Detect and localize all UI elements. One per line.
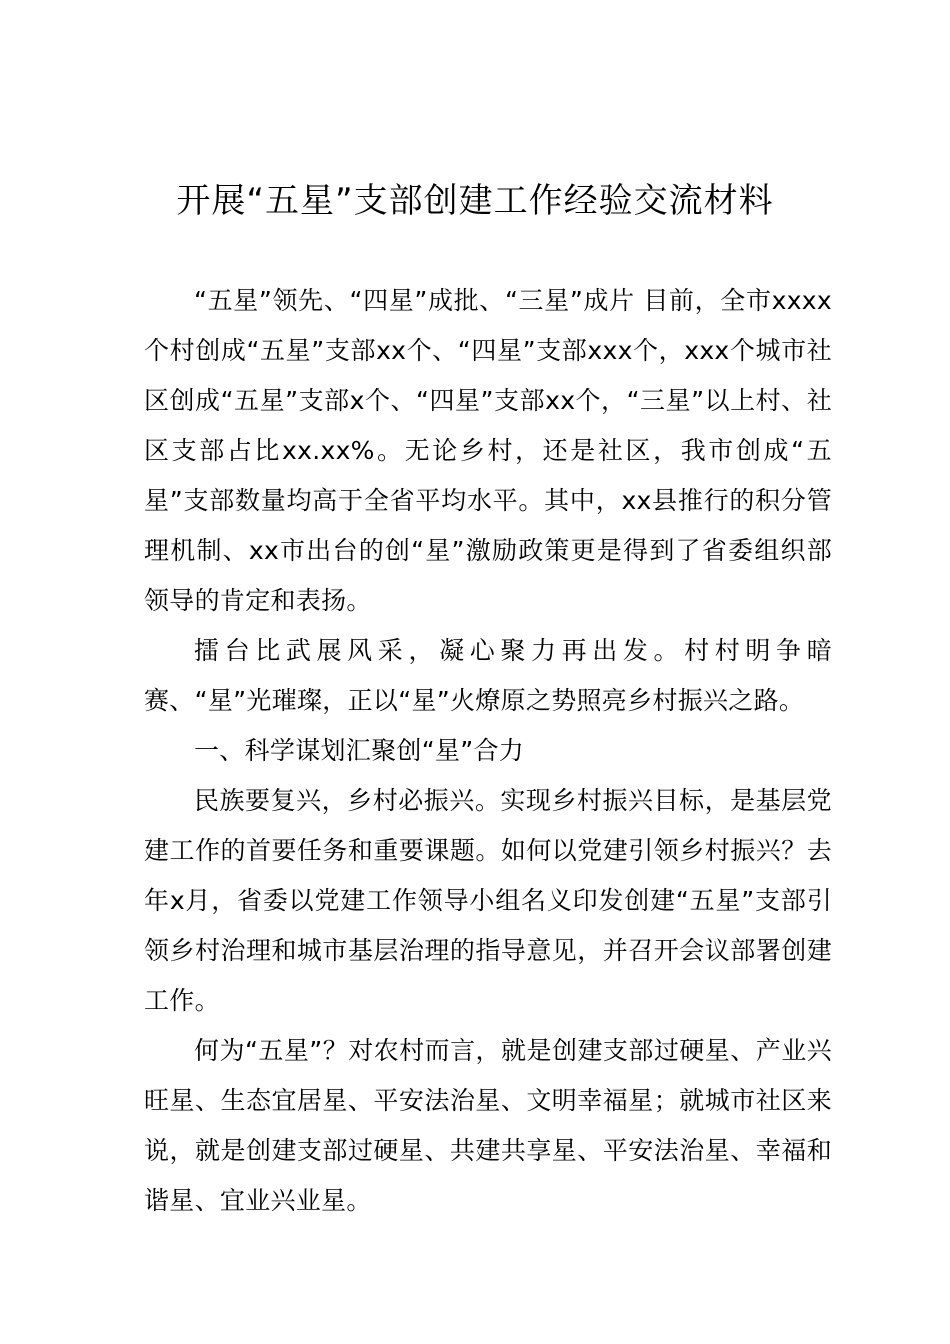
paragraph-competition: 擂台比武展风采，凝心聚力再出发。村村明争暗赛、“星”光璀璨，正以“星”火燎原之势照亮乡村振兴之路。 — [144, 636, 832, 715]
document-title: 开展“五星”支部创建工作经验交流材料 — [176, 181, 774, 221]
paragraph-intro: “五星”领先、“四星”成批、“三星”成片 目前，全市xxxx个村创成“五星”支部xx个、“四星”支部xxx个，xxx个城市社区创成“五星”支部x个、“四星”支部xx个，“三星”以上村、社区支部占比xx.xx%。无论乡村，还是社区，我市创成“五星”支部数量均高于全省平均水平。其中，xx县推行的积分管理机制、xx市出台的创“星”激励政策更是得到了省委组织部领导的肯定和表扬。 — [144, 286, 832, 615]
section-heading-1: 一、科学谋划汇聚创“星”合力 — [194, 736, 525, 765]
paragraph-rural-revitalization: 民族要复兴，乡村必振兴。实现乡村振兴目标，是基层党建工作的首要任务和重要课题。如何以党建引领乡村振兴？去年x月，省委以党建工作领导小组名义印发创建“五星”支部引领乡村治理和城市基层治理的指导意见，并召开会议部署创建工作。 — [144, 786, 832, 1015]
document-body — [144, 276, 832, 1226]
paragraph-five-stars-definition: 何为“五星”？对农村而言，就是创建支部过硬星、产业兴旺星、生态宜居星、平安法治星、文明幸福星；就城市社区来说，就是创建支部过硬星、共建共享星、平安法治星、幸福和谐星、宜业兴业星。 — [144, 1036, 832, 1215]
